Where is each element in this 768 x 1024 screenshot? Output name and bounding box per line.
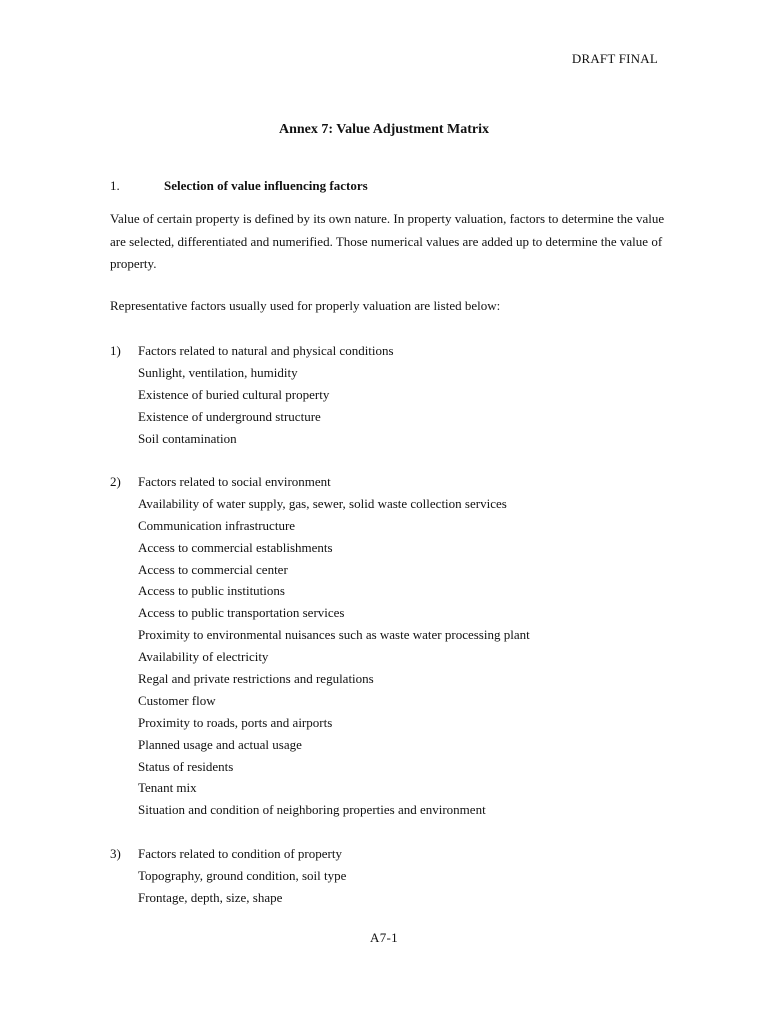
list-item	[110, 690, 670, 712]
factor-item: Planned usage and actual usage	[138, 736, 302, 752]
list-item	[110, 668, 670, 690]
factor-item: Availability of electricity	[138, 649, 269, 665]
draft-final-label: DRAFT FINAL	[571, 51, 658, 66]
list-item	[110, 756, 670, 778]
page-number: A7-1	[370, 930, 398, 945]
list-item	[110, 646, 670, 668]
group-number: 1)	[110, 343, 121, 358]
factor-group-3	[110, 843, 670, 909]
factor-item: Communication infrastructure	[138, 517, 296, 533]
factor-item: Existence of buried cultural property	[138, 386, 330, 402]
factor-item: Topography, ground condition, soil type	[138, 867, 347, 883]
list-item	[110, 624, 670, 646]
factor-item: Availability of water supply, gas, sewer, solid waste collection services	[138, 495, 507, 511]
factor-item: Soil contamination	[138, 430, 237, 446]
factor-item: Proximity to environmental nuisances such as waste water processing plant	[138, 627, 530, 643]
list-item	[110, 384, 670, 406]
factor-item: Access to public transportation services	[138, 605, 345, 621]
group-heading: Factors related to natural and physical conditions	[138, 343, 394, 358]
list-item	[110, 865, 670, 887]
factor-item: Access to public institutions	[138, 583, 285, 599]
document-title: Annex 7: Value Adjustment Matrix	[278, 122, 489, 137]
factor-item: Tenant mix	[138, 780, 197, 796]
factor-group-1	[110, 340, 670, 449]
list-item	[110, 799, 670, 821]
list-item	[110, 887, 670, 909]
list-item	[110, 537, 670, 559]
factor-item: Access to commercial center	[138, 561, 288, 577]
list-item	[110, 777, 670, 799]
factor-item: Regal and private restrictions and regulations	[138, 671, 374, 687]
factor-item: Situation and condition of neighboring properties and environment	[138, 802, 486, 818]
group-number: 3)	[110, 846, 121, 861]
list-item	[110, 493, 670, 515]
group-heading-row	[110, 843, 670, 865]
list-item	[110, 559, 670, 581]
group-heading: Factors related to condition of property	[138, 846, 342, 861]
group-number: 2)	[110, 474, 121, 489]
group-heading: Factors related to social environment	[138, 474, 331, 489]
section-number: 1.	[110, 178, 120, 193]
list-item	[110, 362, 670, 384]
list-item	[110, 406, 670, 428]
factor-item: Proximity to roads, ports and airports	[138, 714, 333, 730]
section-heading	[110, 178, 670, 196]
list-item	[110, 602, 670, 624]
list-item	[110, 515, 670, 537]
lead-sentence: Representative factors usually used for properly valuation are listed below:	[110, 298, 501, 313]
intro-paragraph: Value of certain property is defined by its own nature. In property valuation, factors to determine the value are selected, differentiated and numerified. Those numerical values are added up to determine the value of property.	[110, 211, 665, 271]
factor-item: Frontage, depth, size, shape	[138, 889, 283, 905]
group-heading-row	[110, 340, 670, 362]
factor-item: Status of residents	[138, 758, 234, 774]
list-item	[110, 428, 670, 450]
factor-item: Existence of underground structure	[138, 408, 321, 424]
list-item	[110, 580, 670, 602]
list-item	[110, 734, 670, 756]
list-item	[110, 712, 670, 734]
group-heading-row	[110, 471, 670, 493]
section-title: Selection of value influencing factors	[164, 178, 368, 193]
factor-item: Customer flow	[138, 692, 216, 708]
factor-item: Access to commercial establishments	[138, 539, 333, 555]
factor-group-2	[110, 471, 670, 821]
factor-item: Sunlight, ventilation, humidity	[138, 364, 298, 380]
